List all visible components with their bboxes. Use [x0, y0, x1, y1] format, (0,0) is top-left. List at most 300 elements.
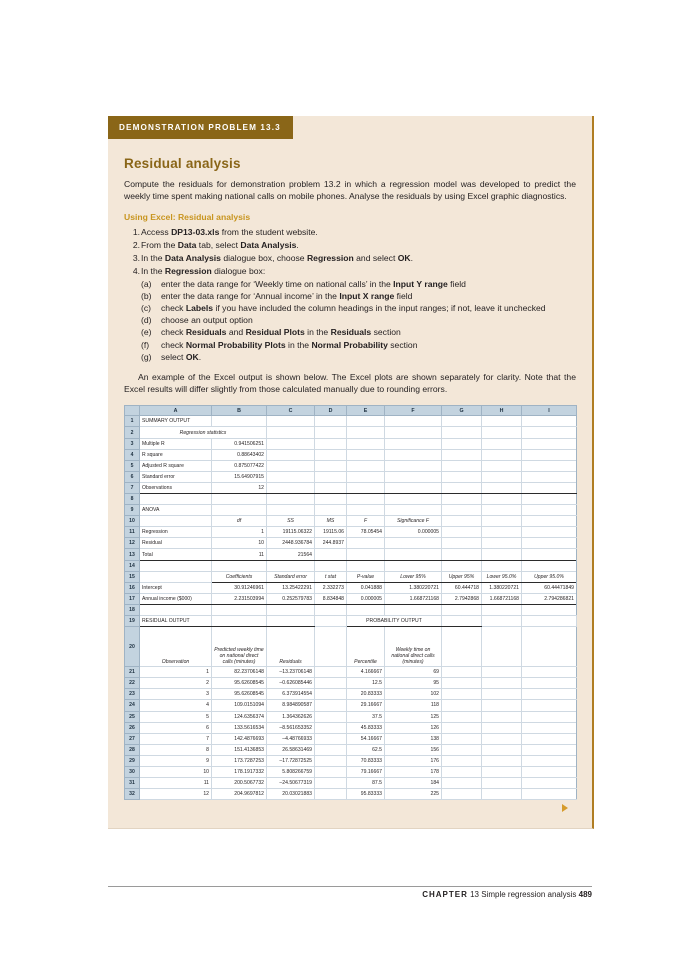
cell-empty[interactable]	[482, 711, 522, 722]
cell[interactable]: 87.5	[347, 778, 385, 789]
cell[interactable]: 0.000005	[347, 593, 385, 604]
cell-empty[interactable]	[315, 460, 347, 471]
cell[interactable]	[315, 722, 347, 733]
cell[interactable]: 20.03021883	[267, 789, 315, 800]
cell-empty[interactable]	[482, 744, 522, 755]
cell[interactable]: 12.5	[347, 678, 385, 689]
row-header[interactable]: 11	[125, 527, 140, 538]
cell-empty[interactable]	[482, 549, 522, 560]
cell[interactable]: 173.7287253	[212, 755, 267, 766]
cell-empty[interactable]	[267, 416, 315, 427]
row-header[interactable]: 25	[125, 711, 140, 722]
cell[interactable]: 69	[385, 667, 442, 678]
cell[interactable]	[315, 667, 347, 678]
cell-empty[interactable]	[482, 516, 522, 527]
cell-empty[interactable]	[482, 438, 522, 449]
cell[interactable]: 7	[140, 733, 212, 744]
cell-empty[interactable]	[482, 678, 522, 689]
cell-empty[interactable]	[522, 560, 577, 571]
cell-empty[interactable]	[347, 494, 385, 505]
cell-empty[interactable]	[315, 482, 347, 493]
cell-empty[interactable]	[522, 438, 577, 449]
cell[interactable]: 184	[385, 778, 442, 789]
cell[interactable]: 15.64907915	[212, 471, 267, 482]
cell[interactable]: 21564	[267, 549, 315, 560]
cell-empty[interactable]	[267, 449, 315, 460]
cell-empty[interactable]	[442, 449, 482, 460]
row-header[interactable]: 17	[125, 593, 140, 604]
row-header[interactable]: 22	[125, 678, 140, 689]
cell-empty[interactable]	[385, 494, 442, 505]
cell-empty[interactable]	[315, 438, 347, 449]
cell[interactable]	[385, 538, 442, 549]
cell[interactable]: 12	[140, 789, 212, 800]
cell-empty[interactable]	[385, 449, 442, 460]
cell[interactable]: Upper 95%	[442, 571, 482, 582]
cell[interactable]: 26.58631469	[267, 744, 315, 755]
cell-empty[interactable]	[442, 744, 482, 755]
row-header[interactable]: 5	[125, 460, 140, 471]
cell-empty[interactable]	[442, 627, 482, 667]
cell[interactable]: 2.794286821	[522, 593, 577, 604]
cell-empty[interactable]	[385, 460, 442, 471]
cell[interactable]: Regression	[140, 527, 212, 538]
cell[interactable]: 2.7942868	[442, 593, 482, 604]
cell[interactable]: 8	[140, 744, 212, 755]
cell[interactable]: 62.5	[347, 744, 385, 755]
cell-empty[interactable]	[212, 505, 267, 516]
cell-empty[interactable]	[315, 416, 347, 427]
cell[interactable]: 138	[385, 733, 442, 744]
cell-empty[interactable]	[522, 711, 577, 722]
column-header[interactable]: C	[267, 405, 315, 416]
cell[interactable]: 29.16667	[347, 700, 385, 711]
cell[interactable]: 79.16667	[347, 766, 385, 777]
cell[interactable]: 1.380220721	[482, 582, 522, 593]
cell[interactable]: 82.23706148	[212, 667, 267, 678]
cell[interactable]: Residuals	[267, 627, 315, 667]
cell-empty[interactable]	[522, 722, 577, 733]
cell-empty[interactable]	[442, 678, 482, 689]
cell[interactable]: 20.83333	[347, 689, 385, 700]
cell-empty[interactable]	[522, 471, 577, 482]
cell[interactable]	[315, 627, 347, 667]
cell-empty[interactable]	[442, 733, 482, 744]
cell[interactable]: 6	[140, 722, 212, 733]
cell-empty[interactable]	[267, 604, 315, 615]
column-header[interactable]: E	[347, 405, 385, 416]
cell-empty[interactable]	[522, 689, 577, 700]
cell-empty[interactable]	[347, 438, 385, 449]
cell[interactable]: 9	[140, 755, 212, 766]
cell[interactable]: 176	[385, 755, 442, 766]
cell[interactable]	[315, 789, 347, 800]
cell[interactable]: 3	[140, 689, 212, 700]
cell[interactable]: 6.373914554	[267, 689, 315, 700]
cell-empty[interactable]	[385, 438, 442, 449]
cell-empty[interactable]	[482, 700, 522, 711]
cell[interactable]: Lower 95%	[385, 571, 442, 582]
cell[interactable]: –4.48766933	[267, 733, 315, 744]
cell-empty[interactable]	[267, 494, 315, 505]
cell-empty[interactable]	[347, 427, 385, 438]
cell-empty[interactable]	[442, 689, 482, 700]
cell-empty[interactable]	[522, 789, 577, 800]
row-header[interactable]: 15	[125, 571, 140, 582]
cell[interactable]: 244.8937	[315, 538, 347, 549]
cell[interactable]: Observation	[140, 627, 212, 667]
cell-empty[interactable]	[442, 700, 482, 711]
cell-empty[interactable]	[315, 505, 347, 516]
cell[interactable]	[385, 549, 442, 560]
cell[interactable]: Residual	[140, 538, 212, 549]
cell[interactable]: 5.808266759	[267, 766, 315, 777]
cell[interactable]: –17.72872525	[267, 755, 315, 766]
cell[interactable]: 45.83333	[347, 722, 385, 733]
cell[interactable]: Total	[140, 549, 212, 560]
cell-empty[interactable]	[522, 516, 577, 527]
cell[interactable]: 178.1917332	[212, 766, 267, 777]
cell[interactable]: MS	[315, 516, 347, 527]
cell[interactable]	[140, 560, 212, 571]
cell[interactable]	[315, 678, 347, 689]
cell[interactable]: 10	[140, 766, 212, 777]
cell-empty[interactable]	[442, 482, 482, 493]
select-all-corner[interactable]	[125, 405, 140, 416]
cell-empty[interactable]	[212, 494, 267, 505]
cell[interactable]: 95.83333	[347, 789, 385, 800]
cell[interactable]	[347, 538, 385, 549]
cell[interactable]: 60.44471849	[522, 582, 577, 593]
cell[interactable]: 125	[385, 711, 442, 722]
cell[interactable]	[315, 689, 347, 700]
row-header[interactable]: 18	[125, 604, 140, 615]
cell[interactable]: 0.941506251	[212, 438, 267, 449]
row-header[interactable]: 23	[125, 689, 140, 700]
cell-empty[interactable]	[385, 505, 442, 516]
cell[interactable]: 13.25422291	[267, 582, 315, 593]
row-header[interactable]: 30	[125, 766, 140, 777]
cell-empty[interactable]	[347, 482, 385, 493]
cell[interactable]: Observations	[140, 482, 212, 493]
cell-empty[interactable]	[482, 471, 522, 482]
cell[interactable]: F	[347, 516, 385, 527]
cell[interactable]: 0.252579783	[267, 593, 315, 604]
cell[interactable]: Lower 95.0%	[482, 571, 522, 582]
cell-empty[interactable]	[482, 560, 522, 571]
cell[interactable]: 95	[385, 678, 442, 689]
cell[interactable]: 0.000005	[385, 527, 442, 538]
cell[interactable]: 4	[140, 700, 212, 711]
cell[interactable]: 95.62608545	[212, 689, 267, 700]
cell[interactable]: 11	[212, 549, 267, 560]
cell-empty[interactable]	[442, 778, 482, 789]
row-header[interactable]: 28	[125, 744, 140, 755]
cell[interactable]: –13.23706148	[267, 667, 315, 678]
cell[interactable]	[442, 616, 482, 627]
cell-empty[interactable]	[522, 627, 577, 667]
cell-empty[interactable]	[140, 604, 212, 615]
cell-empty[interactable]	[482, 733, 522, 744]
cell[interactable]: 95.62608545	[212, 678, 267, 689]
cell[interactable]: 30.91246961	[212, 582, 267, 593]
cell[interactable]: 2.332273	[315, 582, 347, 593]
row-header[interactable]: 2	[125, 427, 140, 438]
cell[interactable]: 2	[140, 678, 212, 689]
cell-empty[interactable]	[442, 755, 482, 766]
cell-empty[interactable]	[385, 482, 442, 493]
cell-empty[interactable]	[347, 604, 385, 615]
cell-empty[interactable]	[212, 604, 267, 615]
cell[interactable]: Standard error	[267, 571, 315, 582]
cell[interactable]: 126	[385, 722, 442, 733]
cell[interactable]: 54.16667	[347, 733, 385, 744]
cell-empty[interactable]	[315, 604, 347, 615]
cell-empty[interactable]	[522, 505, 577, 516]
cell-empty[interactable]	[442, 538, 482, 549]
cell-empty[interactable]	[442, 766, 482, 777]
cell-empty[interactable]	[482, 482, 522, 493]
cell-empty[interactable]	[522, 744, 577, 755]
column-header[interactable]: G	[442, 405, 482, 416]
cell[interactable]: –8.561653352	[267, 722, 315, 733]
cell-empty[interactable]	[482, 755, 522, 766]
cell[interactable]: PROBABILITY OUTPUT	[347, 616, 442, 627]
cell-empty[interactable]	[347, 416, 385, 427]
cell-empty[interactable]	[522, 449, 577, 460]
cell[interactable]: 19115.06322	[267, 527, 315, 538]
cell[interactable]: 1.380220721	[385, 582, 442, 593]
column-header[interactable]: A	[140, 405, 212, 416]
row-header[interactable]: 6	[125, 471, 140, 482]
cell-empty[interactable]	[522, 778, 577, 789]
cell[interactable]: Coefficients	[212, 571, 267, 582]
cell[interactable]: Annual income ($000)	[140, 593, 212, 604]
cell[interactable]	[315, 755, 347, 766]
cell[interactable]: 1.364362626	[267, 711, 315, 722]
cell[interactable]: 70.83333	[347, 755, 385, 766]
cell-empty[interactable]	[347, 560, 385, 571]
cell-empty[interactable]	[482, 604, 522, 615]
cell[interactable]	[347, 549, 385, 560]
cell-empty[interactable]	[385, 604, 442, 615]
cell[interactable]: 118	[385, 700, 442, 711]
cell[interactable]: 4.166667	[347, 667, 385, 678]
cell[interactable]: Regression statistics	[140, 427, 267, 438]
row-header[interactable]: 8	[125, 494, 140, 505]
cell-empty[interactable]	[442, 505, 482, 516]
cell-empty[interactable]	[482, 449, 522, 460]
row-header[interactable]: 27	[125, 733, 140, 744]
cell-empty[interactable]	[522, 527, 577, 538]
cell[interactable]	[315, 744, 347, 755]
cell-empty[interactable]	[267, 560, 315, 571]
cell-empty[interactable]	[315, 494, 347, 505]
cell-empty[interactable]	[347, 471, 385, 482]
cell-empty[interactable]	[522, 427, 577, 438]
cell[interactable]: 12	[212, 482, 267, 493]
cell-empty[interactable]	[482, 538, 522, 549]
cell[interactable]: SS	[267, 516, 315, 527]
cell[interactable]	[315, 733, 347, 744]
cell-empty[interactable]	[482, 627, 522, 667]
cell-empty[interactable]	[482, 427, 522, 438]
cell-empty[interactable]	[442, 527, 482, 538]
cell[interactable]: 0.041888	[347, 582, 385, 593]
column-header[interactable]: H	[482, 405, 522, 416]
cell[interactable]: 78.05454	[347, 527, 385, 538]
cell[interactable]: 133.5616534	[212, 722, 267, 733]
cell[interactable]: Percentile	[347, 627, 385, 667]
cell[interactable]: 1.668721168	[482, 593, 522, 604]
cell[interactable]	[140, 571, 212, 582]
cell-empty[interactable]	[212, 560, 267, 571]
cell-empty[interactable]	[442, 711, 482, 722]
row-header[interactable]: 20	[125, 627, 140, 667]
cell[interactable]: R square	[140, 449, 212, 460]
cell-empty[interactable]	[385, 471, 442, 482]
cell[interactable]: Predicted weekly time on national direct calls (minutes)	[212, 627, 267, 667]
cell-empty[interactable]	[267, 482, 315, 493]
row-header[interactable]: 1	[125, 416, 140, 427]
cell[interactable]: SUMMARY OUTPUT	[140, 416, 212, 427]
cell-empty[interactable]	[522, 494, 577, 505]
cell-empty[interactable]	[482, 789, 522, 800]
cell[interactable]: Standard error	[140, 471, 212, 482]
cell[interactable]	[212, 616, 267, 627]
cell-empty[interactable]	[522, 616, 577, 627]
cell-empty[interactable]	[482, 527, 522, 538]
row-header[interactable]: 24	[125, 700, 140, 711]
cell[interactable]: 200.5067732	[212, 778, 267, 789]
cell[interactable]: 11	[140, 778, 212, 789]
cell-empty[interactable]	[442, 789, 482, 800]
cell[interactable]: 0.88643402	[212, 449, 267, 460]
cell[interactable]: 10	[212, 538, 267, 549]
cell-empty[interactable]	[482, 416, 522, 427]
cell[interactable]: Upper 95.0%	[522, 571, 577, 582]
cell-empty[interactable]	[212, 416, 267, 427]
cell-empty[interactable]	[315, 449, 347, 460]
cell-empty[interactable]	[442, 560, 482, 571]
row-header[interactable]: 19	[125, 616, 140, 627]
cell[interactable]: Significance F	[385, 516, 442, 527]
cell-empty[interactable]	[385, 560, 442, 571]
cell[interactable]: Multiple R	[140, 438, 212, 449]
cell-empty[interactable]	[522, 667, 577, 678]
row-header[interactable]: 4	[125, 449, 140, 460]
cell-empty[interactable]	[442, 471, 482, 482]
cell-empty[interactable]	[482, 460, 522, 471]
cell[interactable]	[315, 700, 347, 711]
cell-empty[interactable]	[482, 689, 522, 700]
cell[interactable]: 2448.936784	[267, 538, 315, 549]
cell-empty[interactable]	[442, 604, 482, 615]
row-header[interactable]: 12	[125, 538, 140, 549]
cell[interactable]: 19115.06	[315, 527, 347, 538]
cell[interactable]: –24.50677319	[267, 778, 315, 789]
cell[interactable]: 225	[385, 789, 442, 800]
row-header[interactable]: 10	[125, 516, 140, 527]
row-header[interactable]: 31	[125, 778, 140, 789]
cell-empty[interactable]	[442, 460, 482, 471]
cell-empty[interactable]	[267, 471, 315, 482]
column-header[interactable]: D	[315, 405, 347, 416]
cell[interactable]: Intercept	[140, 582, 212, 593]
cell-empty[interactable]	[267, 427, 315, 438]
cell[interactable]: 204.9697812	[212, 789, 267, 800]
cell-empty[interactable]	[442, 438, 482, 449]
cell-empty[interactable]	[442, 416, 482, 427]
cell[interactable]: 102	[385, 689, 442, 700]
row-header[interactable]: 32	[125, 789, 140, 800]
cell-empty[interactable]	[347, 460, 385, 471]
cell[interactable]	[267, 616, 315, 627]
cell-empty[interactable]	[522, 755, 577, 766]
cell[interactable]	[315, 549, 347, 560]
cell-empty[interactable]	[347, 449, 385, 460]
cell-empty[interactable]	[442, 549, 482, 560]
column-header[interactable]: B	[212, 405, 267, 416]
cell[interactable]: 5	[140, 711, 212, 722]
cell[interactable]: RESIDUAL OUTPUT	[140, 616, 212, 627]
cell[interactable]: 1	[212, 527, 267, 538]
cell[interactable]: df	[212, 516, 267, 527]
cell-empty[interactable]	[315, 471, 347, 482]
cell-empty[interactable]	[482, 778, 522, 789]
cell[interactable]: 8.834848	[315, 593, 347, 604]
cell-empty[interactable]	[140, 494, 212, 505]
cell[interactable]	[140, 516, 212, 527]
cell-empty[interactable]	[482, 722, 522, 733]
cell-empty[interactable]	[385, 416, 442, 427]
cell-empty[interactable]	[522, 604, 577, 615]
cell-empty[interactable]	[522, 538, 577, 549]
cell-empty[interactable]	[522, 678, 577, 689]
cell[interactable]: 151.4136853	[212, 744, 267, 755]
cell-empty[interactable]	[522, 549, 577, 560]
cell[interactable]	[315, 616, 347, 627]
cell[interactable]: ANOVA	[140, 505, 212, 516]
cell-empty[interactable]	[522, 482, 577, 493]
cell[interactable]: 142.4876693	[212, 733, 267, 744]
row-header[interactable]: 21	[125, 667, 140, 678]
cell-empty[interactable]	[522, 733, 577, 744]
cell-empty[interactable]	[442, 667, 482, 678]
cell[interactable]: 8.984890587	[267, 700, 315, 711]
column-header[interactable]: F	[385, 405, 442, 416]
cell-empty[interactable]	[267, 438, 315, 449]
cell-empty[interactable]	[442, 427, 482, 438]
cell[interactable]: –0.626085446	[267, 678, 315, 689]
cell-empty[interactable]	[522, 460, 577, 471]
cell-empty[interactable]	[347, 505, 385, 516]
row-header[interactable]: 9	[125, 505, 140, 516]
cell-empty[interactable]	[442, 722, 482, 733]
cell[interactable]: t stat	[315, 571, 347, 582]
cell-empty[interactable]	[385, 427, 442, 438]
cell[interactable]	[315, 766, 347, 777]
cell-empty[interactable]	[442, 494, 482, 505]
row-header[interactable]: 16	[125, 582, 140, 593]
cell-empty[interactable]	[482, 616, 522, 627]
cell[interactable]: 109.0151094	[212, 700, 267, 711]
cell[interactable]: 1.668721168	[385, 593, 442, 604]
cell[interactable]: 0.875077422	[212, 460, 267, 471]
cell[interactable]: 60.444718	[442, 582, 482, 593]
cell[interactable]: 1	[140, 667, 212, 678]
cell-empty[interactable]	[315, 427, 347, 438]
